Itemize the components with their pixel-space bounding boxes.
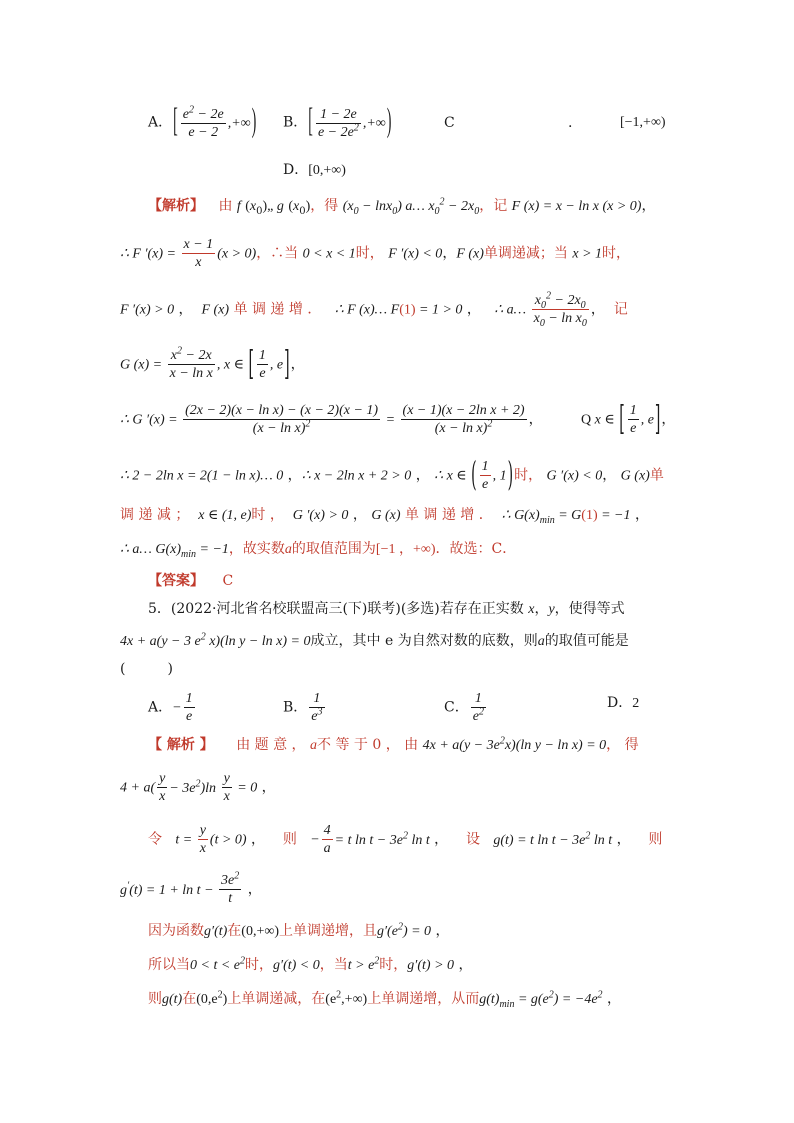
q5-option-b: B． $\frac{1}{e^3}$ — [283, 691, 323, 724]
q4-solution-line-3: F ′(x) > 0 ， F (x) 单 调 递 增 ． ∴ F (x)… F(1) = 1 > 0 ， ∴ a… $\frac{x_0^2 - 2x_0}{x_0 - \ln x_0}$ ， 记 — [120, 290, 628, 329]
q5-solution-line-7: 则g(t)在$(0,e^2)$上单调递减，在$(e^2,+\infty)$上单调递增，从而$g(t)_{min} = g(e^2) = -4e^2$ ， — [148, 989, 621, 1010]
q4-option-a-value: [ $\frac{e^2 - 2e}{e - 2}$ ,+∞) — [173, 104, 257, 141]
q4-solution-line-8: ∴ a… $G(x)_{min} = -1$，故实数a的取值范围为[−1 ，+∞)．故选：C． — [120, 541, 517, 560]
q5-solution-line-3: 令 t = $\frac{y}{x}$ (t > 0) ， 则 − $\frac{4}{a}$ = t $\ln t - 3e^2$ ln t ， 设 g(t) = t $\ln t - 3e^2$ ln t ， 则 — [148, 823, 663, 856]
q4-option-c-value: [−1,+∞) — [620, 115, 666, 130]
q4-jiexi-tag: 【解析】 — [148, 198, 204, 214]
q4-solution-line-2: ∴ F ′(x) = $\frac{x - 1}{x}$ (x > 0)，∴当 0 < x < 1时， F ′(x) < 0，F (x)单调递减；当 x > 1时， — [120, 237, 631, 270]
q5-solution-line-5: 因为函数g′(t)在(0,+∞)上单调递增，且$g'(e^2) = 0$ ， — [148, 921, 450, 939]
q4-option-c-dot: . — [568, 115, 573, 131]
q5-solution-line-4: g′(t) = 1 + ln t − $\frac{3e^2}{t}$ ， — [120, 870, 262, 906]
q4-answer-tag: 【答案】 — [148, 573, 204, 589]
q4-answer-value: C — [222, 573, 234, 589]
q4-option-c-label: C — [444, 115, 455, 131]
q4-option-a-label: A． — [148, 114, 173, 131]
q5-jiexi-tag: 【 解析 】 — [148, 737, 214, 753]
q5-option-d: D．2 — [607, 695, 640, 711]
q5-stem-line-1: 5．(2022·河北省名校联盟高三(下)联考)(多选)若存在正实数 x，y，使得等式 — [148, 601, 625, 617]
q4-solution-line-6: ∴ 2 − 2ln x = 2(1 − ln x)… 0 ，∴ x − 2ln x + 2 > 0 ， ∴ x ∈ ( $\frac{1}{e}$ , 1)时， G ′(x) < 0， G (x)单 — [120, 456, 664, 495]
q4-option-b-value: [ $\frac{1 - 2e}{e - 2e^2}$ ,+∞) — [308, 104, 392, 141]
q5-option-c: C． $\frac{1}{e^2}$ — [444, 691, 484, 724]
q4-solution-line-1: 【解析】 由 f $(x_0)„$ g $(x_0)$，得 $(x_0 - \ln x_0)$ a… $x_0^2 - 2x_0$，记 F (x) = x − ln x (x > 0)， — [148, 196, 656, 217]
q5-option-a: A．− $\frac{1}{e}$ — [148, 691, 193, 724]
q4-options-row — [148, 106, 257, 141]
q4-solution-line-4: G (x) = $\frac{x^2 - 2x}{\text{x − ln x}}$ , x ∈ [ $\frac{1}{e}$ , e]， — [120, 345, 305, 384]
q4-option-d: D．[0,+∞) — [283, 162, 346, 178]
q5-solution-line-6: 所以当$0 < t < e^2$时，g′(t) < 0，当$t > e^2$时，g′(t) > 0 ， — [148, 955, 473, 973]
q5-solution-line-2: 4 + a( $\frac{y}{x}$ − $3e^2)\ln$ $\frac{y}{x}$ = 0 ， — [120, 771, 276, 804]
q4-option-b: B．[ $\frac{1 - 2e}{e - 2e^2}$ ,+∞) — [283, 104, 392, 141]
q4-answer-row — [148, 572, 233, 590]
q4-solution-line-7: 调 递 减 ； x ∈ (1, e)时 ， G ′(x) > 0 ， G (x) 单 调 递 增 ． ∴ $G(x)_{min} = G(1) = -1$ ， — [120, 507, 649, 526]
q5-paren: ( ) — [120, 661, 173, 677]
q5-solution-line-1: 【 解析 】 由 题 意 ， a不 等 于 0 ， 由 $4x + a(y - 3e^2x)(\ln$ y − ln x) = 0， 得 — [148, 735, 639, 753]
q5-stem-line-2: 4x + a(y − 3 $e^2$ x)(ln y − ln x) = 0成立，其中 e 为自然对数的底数，则a的取值可能是 — [120, 631, 629, 649]
q4-solution-line-5: ∴ G ′(x) = $\frac{\text{(2x − 2)(x − ln x) − (x − 2)(x − 1)}}{(x - \ln x)^2}$ = $\frac{\text{(x − 1)(x − 2ln x + 2)}}{(x - \ln x)^2}$ ， Q x ∈ [ $\frac{1}{e}$ , e]， — [120, 400, 676, 439]
